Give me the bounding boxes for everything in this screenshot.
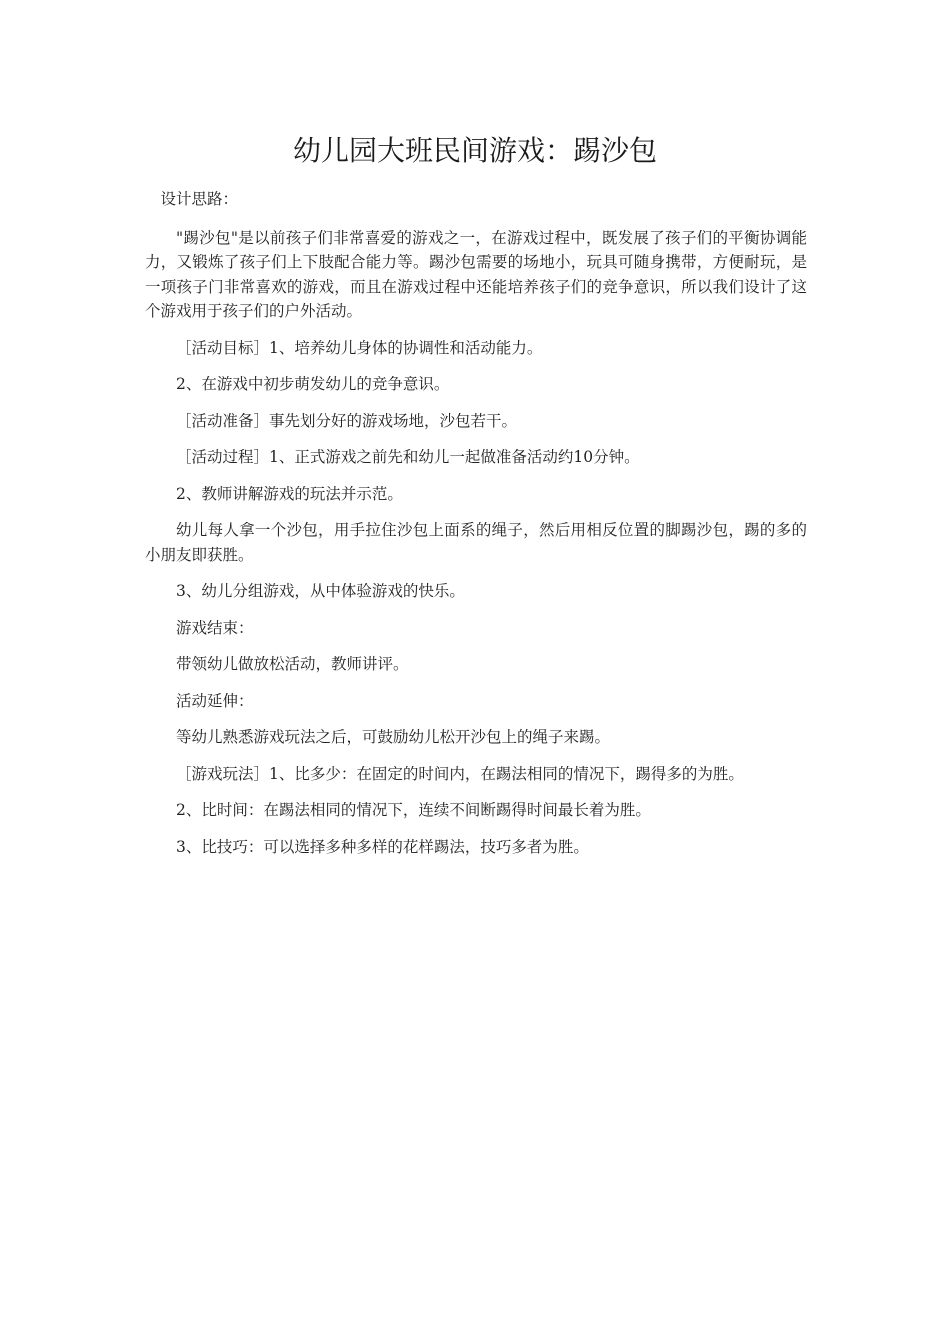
section-heading-game-end: 游戏结束： [176, 618, 254, 637]
paragraph-game-end: 带领幼儿做放松活动，教师讲评。 [176, 655, 409, 673]
paragraph-rules-1: ［游戏玩法］1、比多少：在固定的时间内，在踢法相同的情况下，踢得多的为胜。 [176, 764, 744, 783]
section-heading-design-idea: 设计思路： [160, 190, 239, 208]
paragraph-process-1: ［活动过程］1、正式游戏之前先和幼儿一起做准备活动约10分钟。 [176, 448, 640, 466]
paragraph-process-detail: 幼儿每人拿一个沙包，用手拉住沙包上面系的绳子，然后用相反位置的脚踢沙包，踢的多的小朋友即获胜。 [145, 521, 807, 564]
paragraph-goal-1: ［活动目标］1、培养幼儿身体的协调性和活动能力。 [176, 338, 543, 357]
paragraph-process-3: 3、幼儿分组游戏，从中体验游戏的快乐。 [176, 582, 465, 600]
paragraph-preparation: ［活动准备］事先划分好的游戏场地，沙包若干。 [176, 411, 518, 430]
document-body [145, 187, 807, 871]
paragraph-rules-2: 2、比时间：在踢法相同的情况下，连续不间断踢得时间最长着为胜。 [176, 801, 651, 819]
paragraph-goal-2: 2、在游戏中初步萌发幼儿的竞争意识。 [176, 375, 450, 393]
document-title: 幼儿园大班民间游戏：踢沙包 [292, 134, 657, 167]
paragraph-rules-3: 3、比技巧：可以选择多种多样的花样踢法，技巧多者为胜。 [176, 837, 589, 856]
paragraph-intro: "踢沙包"是以前孩子们非常喜爱的游戏之一，在游戏过程中，既发展了孩子们的平衡协调能力，又锻炼了孩子们上下肢配合能力等。踢沙包需要的场地小，玩具可随身携带，方便耐玩，是一项孩子门非常喜欢的游戏，而且在游戏过程中还能培养孩子们的竞争意识，所以我们设计了这个游戏用于孩子们的户外活动。 [145, 228, 807, 320]
paragraph-process-2: 2、教师讲解游戏的玩法并示范。 [176, 484, 403, 503]
section-heading-extension: 活动延伸： [176, 691, 254, 710]
paragraph-extension: 等幼儿熟悉游戏玩法之后，可鼓励幼儿松开沙包上的绳子来踢。 [176, 728, 611, 746]
